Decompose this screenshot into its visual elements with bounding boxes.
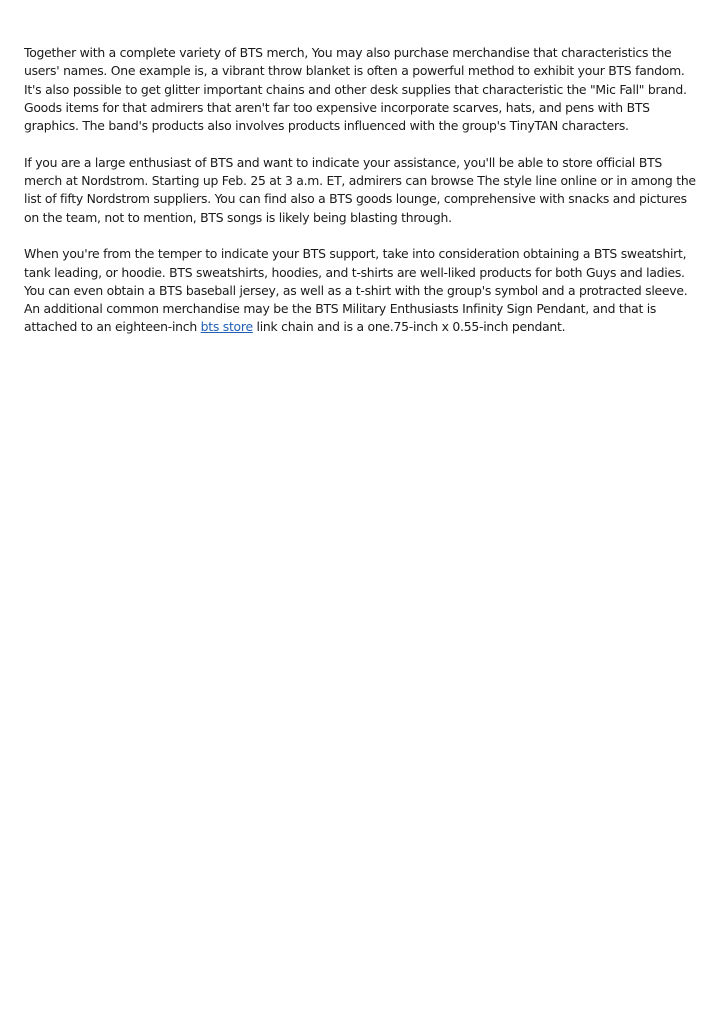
bts-store-link[interactable]: bts store	[200, 319, 253, 335]
paragraph-sweatshirts	[24, 245, 696, 336]
document-body	[24, 44, 696, 355]
paragraph-merch-variety: Together with a complete variety of BTS merch, You may also purchase merchandise that characteristics the users' names. One example is, a vibrant throw blanket is often a powerful method to exhibit your BTS fandom. It's also possible to get glitter important chains and other desk supplies that characteristic the "Mic Fall" brand. Goods items for that admirers that aren't far too expensive incorporate scarves, hats, and pens with BTS graphics. The band's products also involves products influenced with the group's TinyTAN characters.	[24, 45, 687, 134]
paragraph-sweatshirts-tail: link chain and is a one.75-inch x 0.55-inch pendant.	[252, 319, 566, 335]
paragraph-nordstrom: If you are a large enthusiast of BTS and want to indicate your assistance, you'll be able to store official BTS merch at Nordstrom. Starting up Feb. 25 at 3 a.m. ET, admirers can browse The style line online or in among the list of fifty Nordstrom suppliers. You can find also a BTS goods lounge, comprehensive with snacks and pictures on the team, not to mention, BTS songs is likely being blasting through.	[24, 154, 696, 225]
paragraph-sweatshirts-text: When you're from the temper to indicate your BTS support, take into consideration obtaining a BTS sweatshirt, tank leading, or hoodie. BTS sweatshirts, hoodies, and t-shirts are well-liked products for both Guys and ladies. You can even obtain a BTS baseball jersey, as well as a t-shirt with the group's symbol and a protracted sleeve. An additional common merchandise may be the BTS Military Enthusiasts Infinity Sign Pendant, and that is attached to an eighteen-inch	[24, 246, 688, 335]
